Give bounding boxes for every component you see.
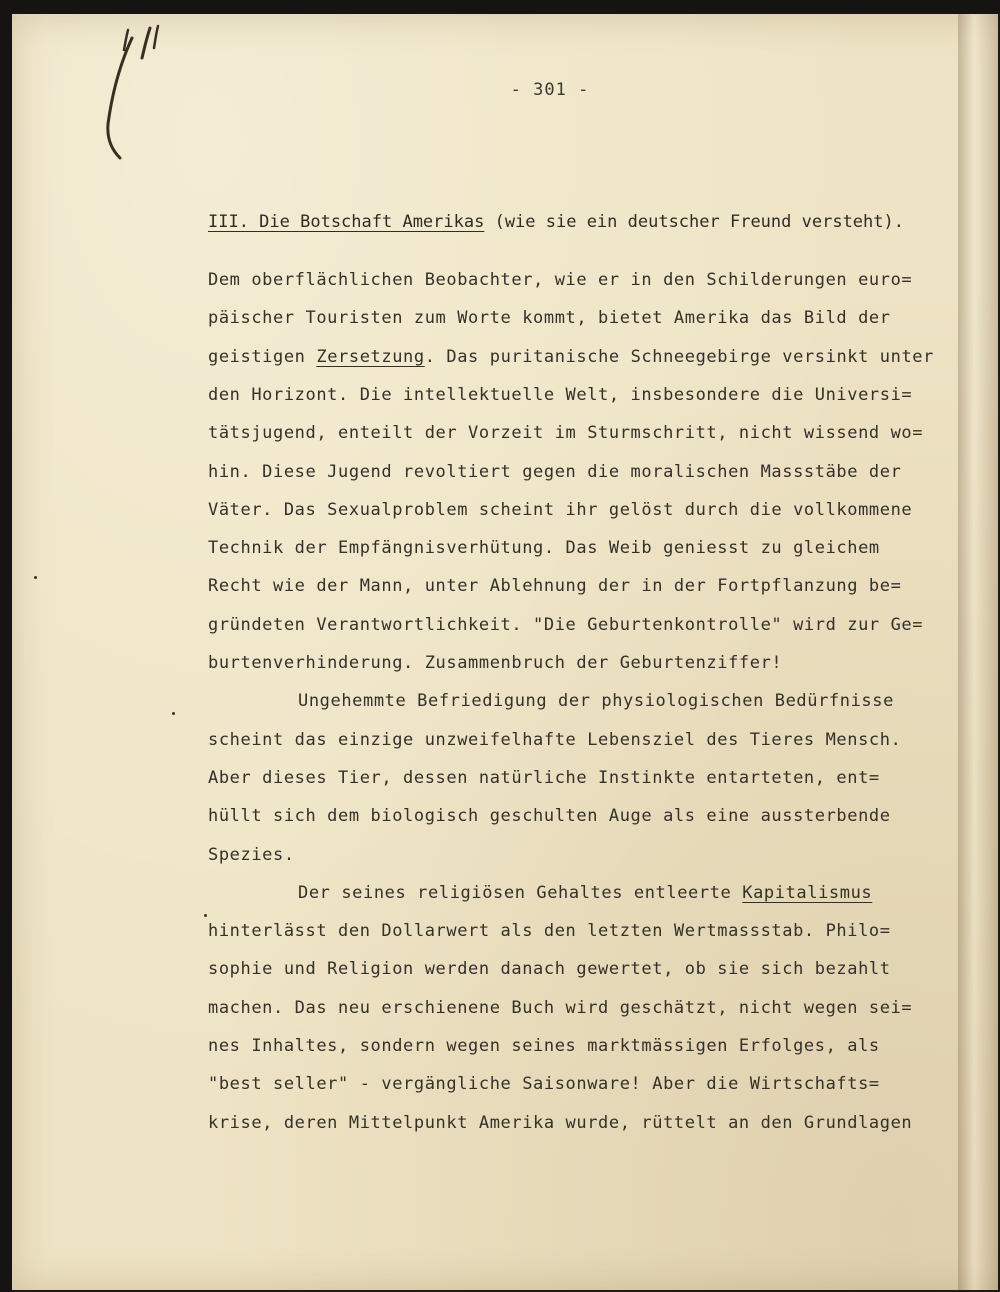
- ink-speck: [204, 914, 207, 917]
- text-line: [208, 423, 923, 443]
- text-line: [208, 653, 782, 673]
- paper-sheet: [12, 14, 998, 1290]
- text-segment: tätsjugend, enteilt der Vorzeit im Sturmschritt, nicht wissend wo=: [208, 423, 924, 444]
- text-line: [208, 500, 912, 520]
- text-line: [208, 308, 891, 328]
- ink-speck: [172, 712, 175, 715]
- text-segment: Spezies.: [208, 844, 295, 865]
- text-line: [208, 615, 923, 635]
- text-segment: burtenverhinderung. Zusammenbruch der Geburtenziffer!: [208, 653, 783, 673]
- page-number: - 301 -: [510, 80, 590, 100]
- text-line: [208, 806, 891, 826]
- text-line: [298, 883, 872, 903]
- scan-border-left: [0, 0, 12, 1292]
- text-segment: Ungehemmte Befriedigung der physiologischen Bedürfnisse: [298, 691, 894, 712]
- scan-border-top: [0, 0, 1000, 14]
- text-segment: Technik der Empfängnisverhütung. Das Weib geniesst zu gleichem: [208, 538, 880, 559]
- text-line: [208, 959, 891, 979]
- text-line: [208, 347, 934, 367]
- section-heading-title: III. Die Botschaft Amerikas: [208, 212, 485, 232]
- text-segment: gründeten Verantwortlichkeit. "Die Geburtenkontrolle" wird zur Ge=: [208, 614, 924, 635]
- text-line: [208, 768, 880, 788]
- text-segment: Der seines religiösen Gehaltes entleerte: [298, 882, 743, 903]
- text-segment: den Horizont. Die intellektuelle Welt, insbesondere die Universi=: [208, 384, 913, 405]
- text-line: [208, 921, 891, 941]
- text-segment: nes Inhaltes, sondern wegen seines marktmässigen Erfolges, als: [208, 1036, 880, 1056]
- text-line: [208, 1113, 912, 1133]
- text-segment: "best seller" - vergängliche Saisonware! Aber die Wirtschafts=: [208, 1074, 880, 1095]
- text-line: [208, 845, 295, 865]
- text-segment: sophie und Religion werden danach gewertet, ob sie sich bezahlt: [208, 959, 891, 980]
- paper-edge-shadow: [958, 14, 998, 1290]
- text-line: [208, 270, 912, 290]
- text-segment: geistigen: [208, 346, 317, 367]
- section-heading: [208, 212, 988, 232]
- text-segment: päischer Touristen zum Worte kommt, bietet Amerika das Bild der: [208, 308, 891, 329]
- underlined-word: Zersetzung: [316, 346, 425, 367]
- underlined-word: Kapitalismus: [742, 882, 873, 903]
- text-line: [208, 462, 901, 482]
- text-line: [208, 1074, 880, 1094]
- text-segment: machen. Das neu erschienene Buch wird geschätzt, nicht wegen sei=: [208, 997, 913, 1018]
- text-line: [208, 998, 912, 1018]
- text-segment: Recht wie der Mann, unter Ablehnung der in der Fortpflanzung be=: [208, 576, 902, 597]
- text-segment: Aber dieses Tier, dessen natürliche Instinkte entarteten, ent=: [208, 767, 880, 788]
- text-line: [208, 385, 912, 405]
- text-line: [208, 1036, 880, 1056]
- ink-speck: [34, 576, 37, 579]
- text-segment: hüllt sich dem biologisch geschulten Auge als eine aussterbende: [208, 806, 891, 827]
- text-segment: Väter. Das Sexualproblem scheint ihr gelöst durch die vollkommene: [208, 499, 913, 520]
- text-segment: scheint das einzige unzweifelhafte Lebensziel des Tieres Mensch.: [208, 729, 902, 750]
- text-segment: krise, deren Mittelpunkt Amerika wurde, rüttelt an den Grundlagen: [208, 1112, 913, 1133]
- text-segment: hinterlässt den Dollarwert als den letzten Wertmassstab. Philo=: [208, 921, 891, 942]
- text-line: [208, 538, 880, 558]
- section-heading-subtitle: (wie sie ein deutscher Freund versteht).: [484, 212, 904, 232]
- text-segment: . Das puritanische Schneegebirge versinkt unter: [424, 346, 934, 367]
- text-line: [208, 730, 901, 750]
- text-segment: hin. Diese Jugend revoltiert gegen die moralischen Massstäbe der: [208, 461, 902, 482]
- text-line: [298, 691, 894, 711]
- text-segment: Dem oberflächlichen Beobachter, wie er in den Schilderungen euro=: [208, 270, 913, 290]
- text-line: [208, 576, 901, 596]
